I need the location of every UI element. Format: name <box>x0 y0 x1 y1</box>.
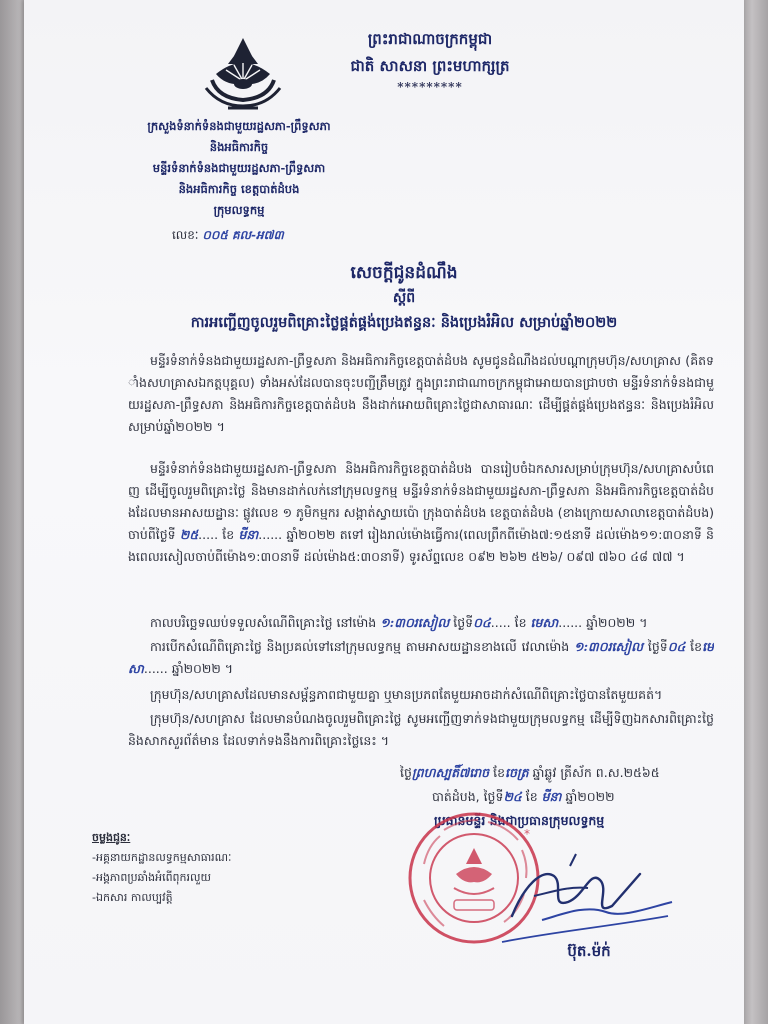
handwritten-deadline-day: ០៤ <box>473 615 491 630</box>
notice-title-block <box>104 260 704 344</box>
deadline-day-label: ថ្ងៃទី <box>449 615 474 630</box>
paragraph-contact: ក្រុមហ៊ុន/សហគ្រាស ដែលមានបំណងចូលរួមពិគ្រោះថ្លៃ សូមអញ្ជើញទាក់ទងជាមួយក្រុមលទ្ធកម្ម ដើម្បីទិញឯកសារពិគ្រោះថ្លៃ និងសាកសួរព័ត៌មាន ដែលទាក់ទងនឹងការពិគ្រោះថ្លៃនេះ ។ <box>128 711 714 748</box>
paragraph-single-bid-rule: ក្រុមហ៊ុន/សហគ្រាសដែលមានសម្ព័ន្ធភាពជាមួយគ្នា ឬមានប្រភពតែមួយអាចដាក់សំណើពិគ្រោះថ្លៃបានតែមួយគត់។ <box>150 687 663 702</box>
place-date-label: បាត់ដំបង, ថ្ងៃទី <box>432 789 504 804</box>
handwritten-start-month: មីនា <box>238 527 259 542</box>
handwritten-opening-day: ០៤ <box>667 639 686 654</box>
lunar-day-label: ថ្ងៃ <box>400 765 412 780</box>
department-name-cont: និងអធិការកិច្ច ខេត្តបាត់ដំបង <box>178 182 300 196</box>
paragraph-documents <box>128 458 714 612</box>
ministry-emblem-icon <box>198 34 288 112</box>
paragraph-deadline <box>128 612 714 634</box>
opening-text: ការបើកសំណើពិគ្រោះថ្លៃ និងប្រគល់ទៅនៅក្រុមលទ្ធកម្ម តាមអាសយដ្ឋានខាងលើ វេលាម៉ោង <box>150 639 574 654</box>
header-ornament: ********* <box>397 80 463 94</box>
ministry-name: ក្រសួងទំនាក់ទំនងជាមួយរដ្ឋសភា-ព្រឹទ្ធសភា <box>147 119 331 133</box>
paragraph-documents-text: មន្ទីរទំនាក់ទំនងជាមួយរដ្ឋសភា-ព្រឹទ្ធសភា និងអធិការកិច្ចខេត្តបាត់ដំបង បានរៀបចំឯកសារសម្រាប់ក្រុមហ៊ុន/សហគ្រាសបំពេញ ដើម្បីចូលរួមពិគ្រោះថ្លៃ និងមានដាក់លក់នៅក្រុមលទ្ធកម្ម មន្ទីរទំនាក់ទំនងជាមួយរដ្ឋសភា-ព្រឹទ្ធសភា និងអធិការកិច្ចខេត្តបាត់ដំបងដែលមានអាសយដ្ឋានៈ ផ្លូវលេខ ១ ភូមិកម្មករ សង្កាត់ស្វាយប៉ោ ក្រុងបាត់ដំបង ខេត្តបាត់ដំបង (ខាងក្រោយសាលាខេត្តបាត់ដំបង) ចាប់ពីថ្ងៃទី <box>128 461 714 542</box>
lunar-year: ឆ្នាំឆ្លូវ ត្រីស័ក ព.ស.២៥៦៥ <box>528 765 660 780</box>
national-motto: ជាតិ សាសនា ព្រះមហាក្សត្រ <box>350 57 510 75</box>
signatory-role: ប្រធានមន្ទីរ និងជាប្រធានក្រុមលទ្ធកម្ម <box>434 813 605 828</box>
handwritten-signature <box>472 846 682 952</box>
signatory-name: ប៊ុត.ម៉ក់ <box>567 942 611 960</box>
handwritten-start-day: ២៥ <box>179 527 199 542</box>
lunar-date <box>400 762 730 784</box>
paragraph-documents-month-label: ..... ខែ <box>198 527 239 542</box>
paragraph-announcement: មន្ទីរទំនាក់ទំនងជាមួយរដ្ឋសភា-ព្រឹទ្ធសភា និងអធិការកិច្ចខេត្តបាត់ដំបង សូមជូនដំណឹងដល់បណ្តាក្រុមហ៊ុន/សហគ្រាស (គិតទាំងសហគ្រាសឯកត្តបុគ្គល) ទាំងអស់ដែលបានចុះបញ្ជីត្រឹមត្រូវ ក្នុងព្រះរាជាណាចក្រកម្ពុជាអោយបានជ្រាបថា មន្ទីរទំនាក់ទំនងជាមួយរដ្ឋសភា-ព្រឹទ្ធសភា និងអធិការកិច្ចខេត្តបាត់ដំបង នឹងដាក់អោយពិគ្រោះថ្លៃជាសាធារណៈ ដើម្បីផ្គត់ផ្គង់ប្រេងឥន្ធនៈ និងប្រេងរំអិល សម្រាប់ឆ្នាំ២០២២ ។ <box>128 353 714 434</box>
cc-list <box>92 828 332 908</box>
reference-value: ០០៥ គល-អ៧៣ <box>202 228 284 242</box>
handwritten-deadline-month: មេសា <box>530 615 559 630</box>
cc-item: -អគ្គនាយកដ្ឋានលទ្ធកម្មសាធារណៈ <box>92 851 232 864</box>
department-name: មន្ទីរទំនាក់ទំនងជាមួយរដ្ឋសភា-ព្រឹទ្ធសភា <box>152 161 326 175</box>
deadline-year: ...... ឆ្នាំ២០២២ ។ <box>558 615 648 630</box>
handwritten-lunar-day: ព្រហស្បតិ៍៧រោច <box>411 765 490 780</box>
opening-day-label: ថ្ងៃទី <box>643 639 668 654</box>
handwritten-deadline-time: ១:៣០រសៀល <box>380 615 450 630</box>
kingdom-title: ព្រះរាជាណាចក្រកម្ពុជា <box>367 30 493 48</box>
opening-year: ...... ឆ្នាំ២០២២ ។ <box>143 661 234 676</box>
deadline-text: កាលបរិច្ឆេទឈប់ទទួលសំណើពិគ្រោះថ្លៃ នៅម៉ោង <box>150 615 381 630</box>
reference-number <box>172 224 372 246</box>
cc-label: ចម្លងជូនៈ <box>92 831 131 844</box>
handwritten-issue-day: ២៤ <box>503 789 522 804</box>
ministry-name-cont: និងអធិការកិច្ច <box>209 140 269 154</box>
cc-item: -ឯកសារ កាលប្បវត្តិ <box>92 891 173 904</box>
notice-title: សេចក្តីជូនដំណឹង <box>350 263 458 283</box>
notice-about: ស្តីពី <box>392 290 416 306</box>
deadline-month-label: ..... ខែ <box>490 615 531 630</box>
svg-text:*: * <box>524 827 530 841</box>
handwritten-opening-month: មេសា <box>128 639 714 676</box>
opening-month-label: ខែ <box>685 639 703 654</box>
reference-label: លេខៈ <box>172 228 199 242</box>
ministry-header <box>96 116 382 221</box>
handwritten-issue-month: មីនា <box>541 789 562 804</box>
handwritten-lunar-month: ចេត្រ <box>505 765 529 780</box>
place-and-date <box>432 786 732 808</box>
paragraph-documents-text-end: ...... ឆ្នាំ២០២២ តទៅ រៀងរាល់ម៉ោងធ្វើការ(ពេលព្រឹកពីម៉ោង៧:១៥នាទី ដល់ម៉ោង១១:៣០នាទី និងពេលរសៀលចាប់ពីម៉ោង១:៣០នាទី ដល់ម៉ោង៥:៣០នាទី) ទូរស័ព្ទលេខ ០៩២ ២៦២ ៥២៦/ ០៩៧ ៧៦០ ៤៨ ៧៧ ។ <box>128 527 714 564</box>
procurement-unit: ក្រុមលទ្ធកម្ម <box>213 203 265 217</box>
notice-subject: ការអញ្ជើញចូលរួមពិគ្រោះថ្លៃផ្គត់ផ្គង់ប្រេងឥន្ធនៈ និងប្រេងរំអិល សម្រាប់ឆ្នាំ២០២២ <box>190 314 618 331</box>
issue-year: ឆ្នាំ២០២២ <box>561 789 615 804</box>
paragraph-opening <box>128 636 714 680</box>
cc-item: -អង្គភាពប្រឆាំងអំពើពុករលួយ <box>92 871 211 884</box>
issue-month-label: ខែ <box>521 789 542 804</box>
document-sheet <box>24 0 744 1024</box>
lunar-month-label: ខែ <box>489 765 506 780</box>
handwritten-opening-time: ១:៣០រសៀល <box>573 639 644 654</box>
kingdom-header <box>300 26 560 94</box>
